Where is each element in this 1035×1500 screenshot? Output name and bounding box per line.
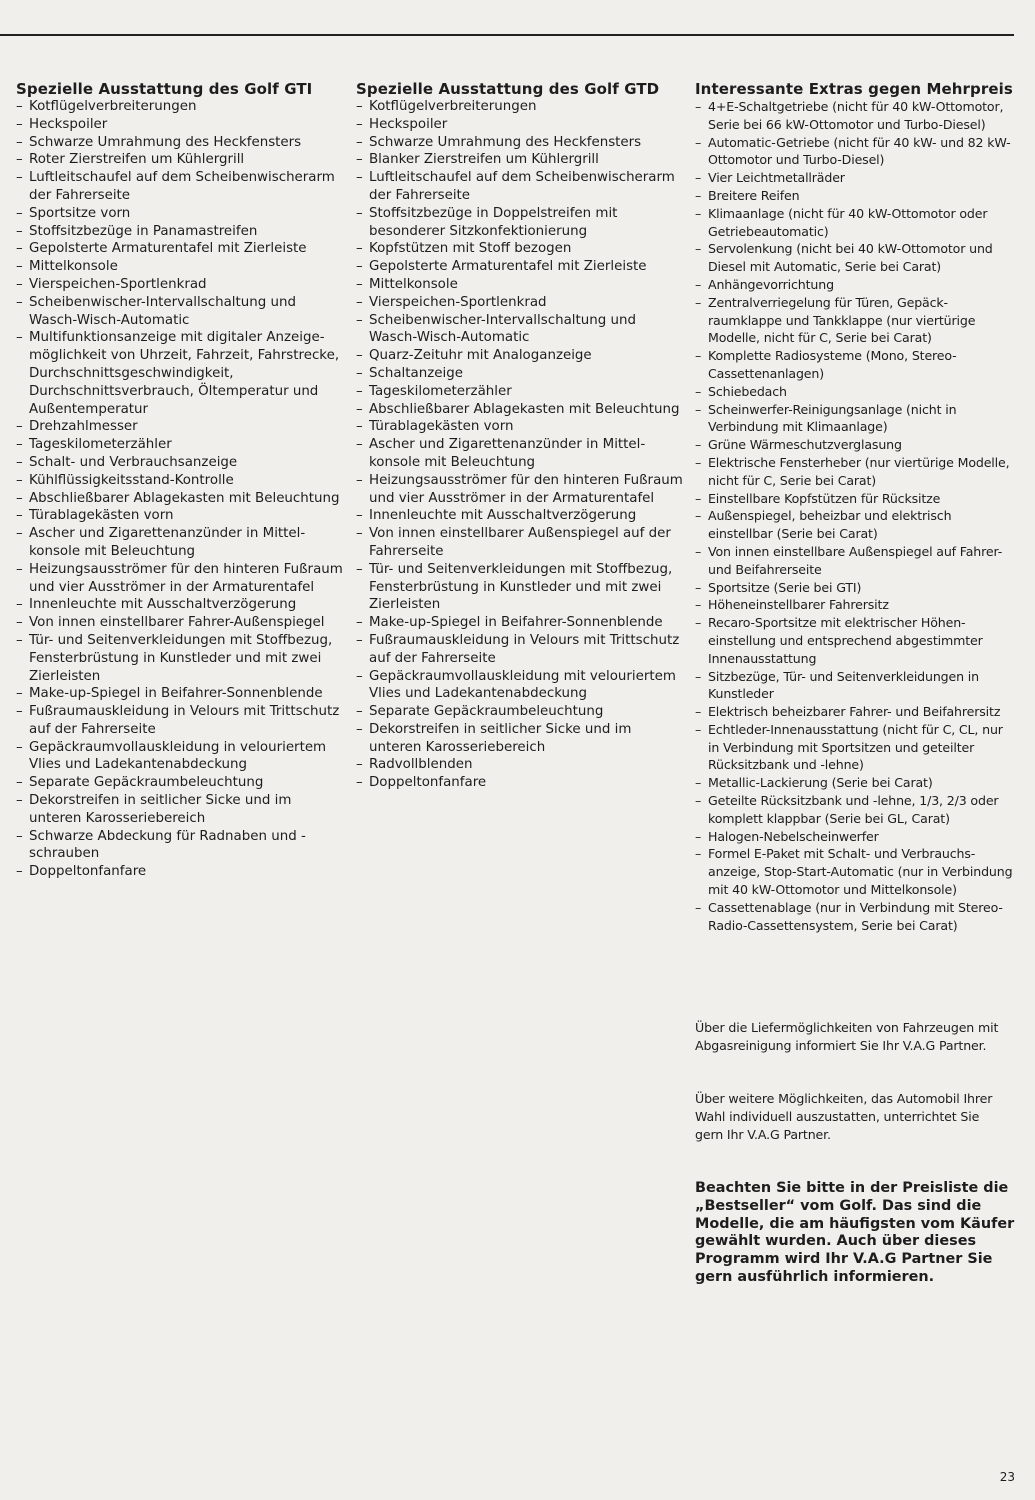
list-item: – Grüne Wärmeschutzverglasung: [695, 436, 1013, 454]
list-item: – Stoffsitzbezüge in Panamastreifen: [16, 223, 346, 241]
list-item: – Stoffsitzbezüge in Doppelstreifen mit besonderer Sitzkonfektionierung: [356, 205, 686, 241]
page-number: 23: [999, 1470, 1015, 1484]
list-item: – Schaltanzeige: [356, 365, 686, 383]
list-item: – Elektrische Fensterheber (nur viertürige Modelle, nicht für C, Serie bei Carat): [695, 454, 1013, 490]
list-item: – Türablagekästen vorn: [16, 507, 346, 525]
list-item: – Breitere Reifen: [695, 187, 1013, 205]
list-item: – Schwarze Abdeckung für Radnaben und -schrauben: [16, 828, 346, 864]
list-item: – Scheibenwischer-Intervallschaltung und Wasch-Wisch-Automatic: [356, 312, 686, 348]
list-item: – Separate Gepäckraumbeleuchtung: [356, 703, 686, 721]
list-item: – Von innen einstellbarer Außenspiegel auf der Fahrerseite: [356, 525, 686, 561]
list-item: – Klimaanlage (nicht für 40 kW-Ottomotor oder Getriebeautomatic): [695, 205, 1013, 241]
list-item: – Zentralverriegelung für Türen, Gepäckraumklappe und Tankklappe (nur viertürige Modelle, nicht für C, Serie bei Carat): [695, 294, 1013, 347]
list-item: – Schalt- und Verbrauchsanzeige: [16, 454, 346, 472]
list-item: – Innenleuchte mit Ausschaltverzögerung: [356, 507, 686, 525]
list-item: – Gepolsterte Armaturentafel mit Zierleiste: [356, 258, 686, 276]
list-item: – Schiebedach: [695, 383, 1013, 401]
list-item: – Mittelkonsole: [356, 276, 686, 294]
list-item: – Komplette Radiosysteme (Mono, Stereo-Cassettenanlagen): [695, 347, 1013, 383]
list-item: – Roter Zierstreifen um Kühlergrill: [16, 151, 346, 169]
list-item: – Vierspeichen-Sportlenkrad: [356, 294, 686, 312]
list-item: – Separate Gepäckraumbeleuchtung: [16, 774, 346, 792]
list-item: – Drehzahlmesser: [16, 418, 346, 436]
list-item: – Tür- und Seitenverkleidungen mit Stoffbezug, Fensterbrüstung in Kunstleder und mit zwei Zierleisten: [356, 561, 686, 614]
list-item: – Luftleitschaufel auf dem Scheibenwischerarm der Fahrerseite: [16, 169, 346, 205]
list-item: – Scheibenwischer-Intervallschaltung und Wasch-Wisch-Automatic: [16, 294, 346, 330]
note-ausstattung: Über weitere Möglichkeiten, das Automobil Ihrer Wahl individuell auszustatten, unterrichtet Sie gern Ihr V.A.G Partner.: [695, 1091, 993, 1142]
list-item: – Tür- und Seitenverkleidungen mit Stoffbezug, Fensterbrüstung in Kunstleder und mit zwei Zierleisten: [16, 632, 346, 685]
list-item: – Cassettenablage (nur in Verbindung mit Stereo-Radio-Cassettensystem, Serie bei Carat): [695, 899, 1013, 935]
column-extras: [695, 80, 1013, 934]
list-item: – Sitzbezüge, Tür- und Seitenverkleidungen in Kunstleder: [695, 668, 1013, 704]
list-item: – Kotflügelverbreiterungen: [356, 98, 686, 116]
extras-list: [695, 98, 1013, 934]
list-item: – Abschließbarer Ablagekasten mit Beleuchtung: [356, 401, 686, 419]
list-item: – Gepolsterte Armaturentafel mit Zierleiste: [16, 240, 346, 258]
list-item: – Heizungsausströmer für den hinteren Fußraum und vier Ausströmer in der Armaturentafel: [16, 561, 346, 597]
column-golf-gti: [16, 80, 346, 881]
note-abgasreinigung: Über die Liefermöglichkeiten von Fahrzeugen mit Abgasreinigung informiert Sie Ihr V.A.G Partner.: [695, 1020, 999, 1053]
list-item: – Höheneinstellbarer Fahrersitz: [695, 596, 1013, 614]
column-golf-gtd: [356, 80, 686, 792]
list-item: – Scheinwerfer-Reinigungsanlage (nicht in Verbindung mit Klimaanlage): [695, 401, 1013, 437]
list-item: – Multifunktionsanzeige mit digitaler Anzeigemöglichkeit von Uhrzeit, Fahrzeit, Fahrstrecke, Durchschnittsgeschwindigkeit, Durchschnittsverbrauch, Öltemperatur und Außentemperatur: [16, 329, 346, 418]
list-item: – Kotflügelverbreiterungen: [16, 98, 346, 116]
list-item: – Heckspoiler: [356, 116, 686, 134]
list-item: – Sportsitze vorn: [16, 205, 346, 223]
list-item: – Schwarze Umrahmung des Heckfensters: [356, 134, 686, 152]
list-item: – Make-up-Spiegel in Beifahrer-Sonnenblende: [356, 614, 686, 632]
list-item: – Vierspeichen-Sportlenkrad: [16, 276, 346, 294]
list-item: – 4+E-Schaltgetriebe (nicht für 40 kW-Ottomotor, Serie bei 66 kW-Ottomotor und Turbo-Diesel): [695, 98, 1013, 134]
list-item: – Echtleder-Innenausstattung (nicht für C, CL, nur in Verbindung mit Sportsitzen und geteilter Rücksitzbank und -lehne): [695, 721, 1013, 774]
list-item: – Von innen einstellbare Außenspiegel auf Fahrer- und Beifahrerseite: [695, 543, 1013, 579]
equipment-list: [356, 98, 686, 792]
list-item: – Von innen einstellbarer Fahrer-Außenspiegel: [16, 614, 346, 632]
top-rule: [0, 34, 1014, 36]
list-item: – Ascher und Zigarettenanzünder in Mittelkonsole mit Beleuchtung: [356, 436, 686, 472]
list-item: – Geteilte Rücksitzbank und -lehne, 1/3, 2/3 oder komplett klappbar (Serie bei GL, Carat): [695, 792, 1013, 828]
list-item: – Gepäckraumvollauskleidung in velouriertem Vlies und Ladekantenabdeckung: [16, 739, 346, 775]
equipment-list: [16, 98, 346, 881]
list-item: – Mittelkonsole: [16, 258, 346, 276]
bestseller-note: Beachten Sie bitte in der Preisliste die „Bestseller“ vom Golf. Das sind die Modelle, die am häufigsten vom Käufer gewählt wurden. Auch über dieses Programm wird Ihr V.A.G Partner Sie gern ausführlich informieren.: [695, 1180, 1015, 1285]
list-item: – Doppeltonfanfare: [356, 774, 686, 792]
list-item: – Abschließbarer Ablagekasten mit Beleuchtung: [16, 490, 346, 508]
list-item: – Kühlflüssigkeitsstand-Kontrolle: [16, 472, 346, 490]
list-item: – Dekorstreifen in seitlicher Sicke und im unteren Karosseriebereich: [16, 792, 346, 828]
list-item: – Fußraumauskleidung in Velours mit Trittschutz auf der Fahrerseite: [356, 632, 686, 668]
list-item: – Schwarze Umrahmung des Heckfensters: [16, 134, 346, 152]
list-item: – Formel E-Paket mit Schalt- und Verbrauchsanzeige, Stop-Start-Automatic (nur in Verbindung mit 40 kW-Ottomotor und Mittelkonsole): [695, 845, 1013, 898]
column-heading: Interessante Extras gegen Mehrpreis: [695, 80, 1013, 98]
list-item: – Make-up-Spiegel in Beifahrer-Sonnenblende: [16, 685, 346, 703]
list-item: – Quarz-Zeituhr mit Analoganzeige: [356, 347, 686, 365]
list-item: – Heizungsausströmer für den hinteren Fußraum und vier Ausströmer in der Armaturentafel: [356, 472, 686, 508]
list-item: – Radvollblenden: [356, 756, 686, 774]
list-item: – Kopfstützen mit Stoff bezogen: [356, 240, 686, 258]
list-item: – Tageskilometerzähler: [356, 383, 686, 401]
list-item: – Automatic-Getriebe (nicht für 40 kW- und 82 kW-Ottomotor und Turbo-Diesel): [695, 134, 1013, 170]
list-item: – Halogen-Nebelscheinwerfer: [695, 828, 1013, 846]
list-item: – Heckspoiler: [16, 116, 346, 134]
list-item: – Türablagekästen vorn: [356, 418, 686, 436]
column-heading: Spezielle Ausstattung des Golf GTI: [16, 80, 313, 98]
list-item: – Luftleitschaufel auf dem Scheibenwischerarm der Fahrerseite: [356, 169, 686, 205]
list-item: – Fußraumauskleidung in Velours mit Trittschutz auf der Fahrerseite: [16, 703, 346, 739]
list-item: – Doppeltonfanfare: [16, 863, 346, 881]
list-item: – Servolenkung (nicht bei 40 kW-Ottomotor und Diesel mit Automatic, Serie bei Carat): [695, 240, 1013, 276]
list-item: – Blanker Zierstreifen um Kühlergrill: [356, 151, 686, 169]
list-item: – Einstellbare Kopfstützen für Rücksitze: [695, 490, 1013, 508]
list-item: – Innenleuchte mit Ausschaltverzögerung: [16, 596, 346, 614]
list-item: – Elektrisch beheizbarer Fahrer- und Beifahrersitz: [695, 703, 1013, 721]
list-item: – Tageskilometerzähler: [16, 436, 346, 454]
list-item: – Außenspiegel, beheizbar und elektrisch einstellbar (Serie bei Carat): [695, 507, 1013, 543]
list-item: – Ascher und Zigarettenanzünder in Mittelkonsole mit Beleuchtung: [16, 525, 346, 561]
list-item: – Metallic-Lackierung (Serie bei Carat): [695, 774, 1013, 792]
column-heading: Spezielle Ausstattung des Golf GTD: [356, 80, 660, 98]
list-item: – Recaro-Sportsitze mit elektrischer Höheneinstellung und entsprechend abgestimmter Innenausstattung: [695, 614, 1013, 667]
list-item: – Vier Leichtmetallräder: [695, 169, 1013, 187]
list-item: – Sportsitze (Serie bei GTI): [695, 579, 1013, 597]
list-item: – Anhängevorrichtung: [695, 276, 1013, 294]
list-item: – Dekorstreifen in seitlicher Sicke und im unteren Karosseriebereich: [356, 721, 686, 757]
list-item: – Gepäckraumvollauskleidung mit velouriertem Vlies und Ladekantenabdeckung: [356, 668, 686, 704]
